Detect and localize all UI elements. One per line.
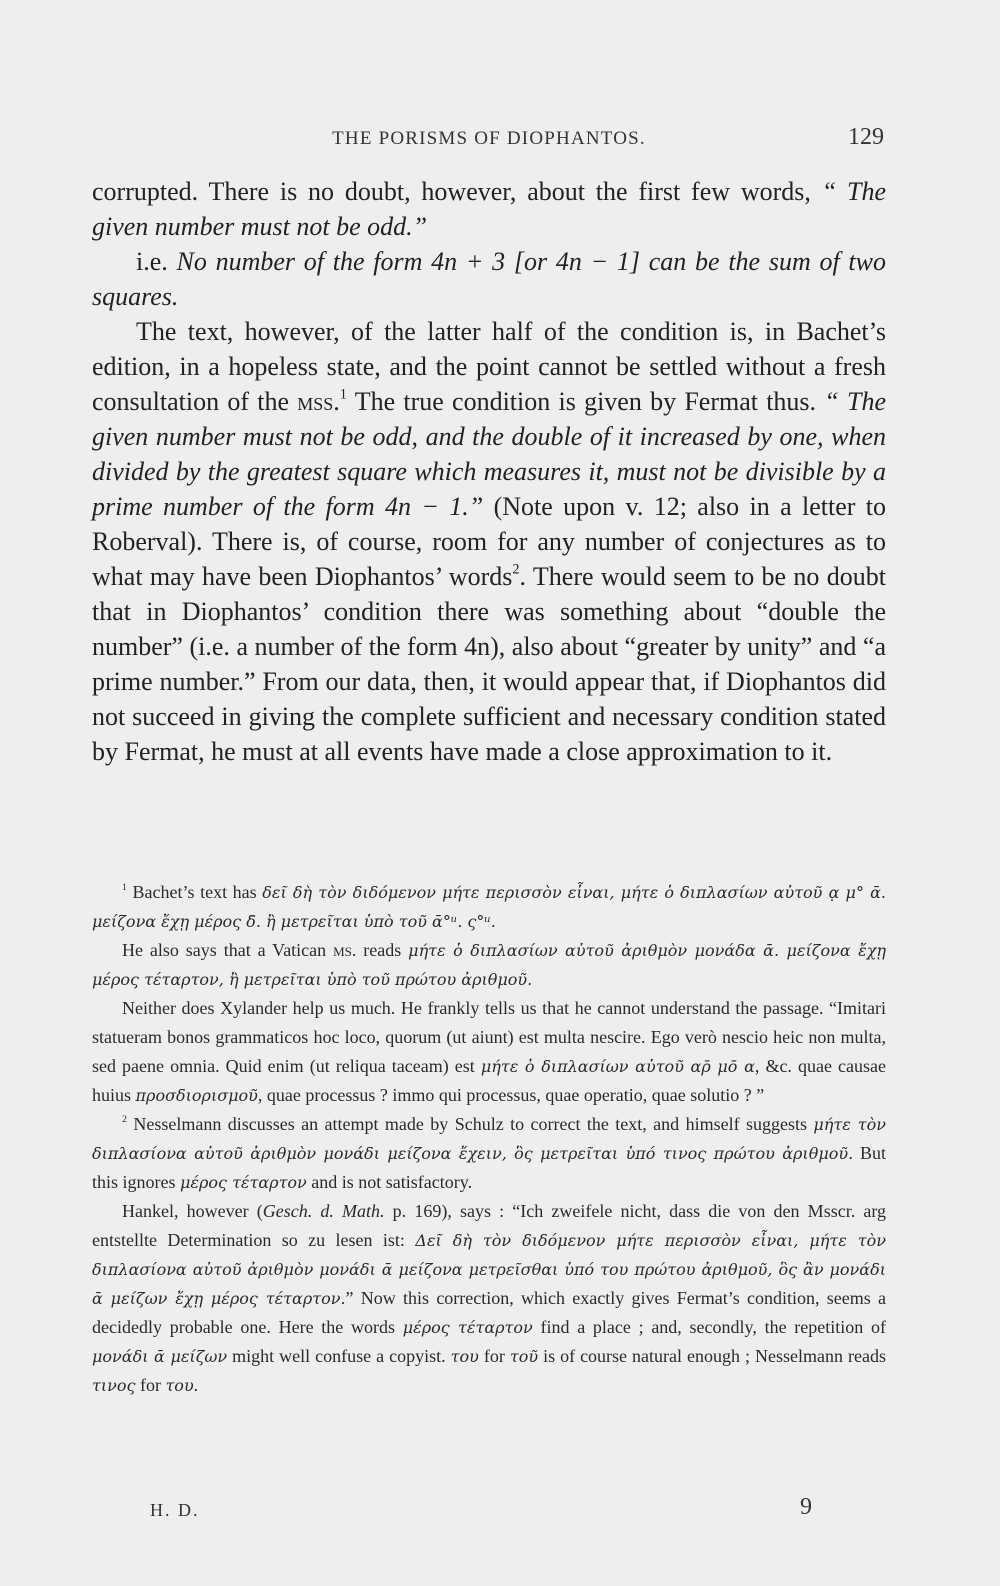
greek-text: του — [165, 1376, 194, 1395]
mss-abbrev: mss. — [297, 387, 340, 416]
greek-text: Δεῖ δὴ τὸν διδόμενον μήτε περισσὸν εἶναι, μήτε τὸν διπλασίονα αὐτοῦ ἀριθμὸν μονάδι ᾱ μείζονα μετρεῖσθαι ὑπό του πρώτου ἀριθμοῦ, ὃς ἂν μονάδι ᾱ μείζων ἔχῃ μέρος τέταρτον. — [92, 1231, 887, 1308]
footnotes — [92, 878, 886, 1400]
running-title: THE PORISMS OF DIOPHANTOS. — [332, 128, 646, 149]
text-run: and is not satisfactory. — [306, 1172, 473, 1192]
greek-text: δεῖ δὴ τὸν διδόμενον μήτε περισσὸν εἶναι, μήτε ὁ διπλασίων αὐτοῦ ᾳ μ° ᾱ. μείζονα ἔχῃ μέρος δ̄. ἢ μετρεῖται ὑπὸ τοῦ ᾱ°ᵘ. ς°ᵘ. — [92, 883, 887, 931]
text-run: Neither does Xylander help us much. He frankly tells us that he cannot understand the passage. “Imitari statueram bonos grammaticos hoc loco, quorum (ut aiunt) est multa nescire. Ego verò nescio heic non multa, sed paene omnia. Quid enim (ut reliqua taceam) est — [92, 998, 886, 1076]
text-run: ” Now this correction, which exactly gives Fermat’s condition, seems a decidedly probable one. Here the words — [92, 1288, 887, 1337]
text-run: might well confuse a copyist. — [227, 1346, 451, 1366]
printer-signature: H. D. — [150, 1500, 200, 1520]
page-number: 129 — [848, 124, 884, 150]
paragraph-3 — [92, 314, 886, 769]
greek-text: μήτε τὸν διπλασίονα αὐτοῦ ἀριθμὸν μονάδι μείζονα ἔχειν, ὃς μετρεῖται ὑπό τινος πρώτου ἀριθμοῦ. — [92, 1115, 886, 1163]
text-run: find a place ; and, secondly, the repetition of — [532, 1317, 886, 1337]
greek-text: μονάδι ᾱ μείζων — [92, 1347, 228, 1366]
text-run: , quae processus ? immo qui processus, quae operatio, quae solutio ? ” — [257, 1085, 765, 1105]
paragraph-2 — [92, 244, 886, 314]
running-head — [94, 124, 884, 158]
footnote-ref-2[interactable]: 2 — [512, 561, 520, 578]
text-run: The text, however, of the latter half of the condition is, in Bachet’s edition, in a hopeless state, and the point cannot be settled without a fresh consultation of the — [92, 317, 886, 416]
greek-text: τινος — [92, 1376, 136, 1395]
greek-text: προσδιορισμοῦ — [135, 1086, 258, 1105]
footnote-ref-1[interactable]: 1 — [339, 386, 347, 403]
text-run: Nesselmann discusses an attempt made by Schulz to correct the text, and himself suggests — [126, 1114, 814, 1134]
fermat-quote: “ The given number must not be odd, and the double of it increased by one, when divided by the greatest square which measures it, must not be divisible by a prime number of the form 4n − 1.” — [92, 387, 886, 521]
footnote-marker-2: 2 — [122, 1114, 127, 1126]
text-run: (Note upon v. 12; also in a letter to Roberval). There is, of course, room for any number of conjectures as to what may have been Diophantos’ words — [92, 492, 886, 591]
text-run: i.e. — [136, 247, 177, 276]
text-run: p. 169), says : “Ich zweifele nicht, dass die von den Msscr. arg entstellte Determination so zu lesen ist: — [92, 1201, 886, 1250]
text-run: , &c. quae causae huius — [92, 1056, 886, 1105]
text-run: Hankel, however ( — [122, 1201, 263, 1221]
text-run: is of course natural enough ; Nesselmann reads — [538, 1346, 886, 1366]
footnote-2-hankel — [92, 1197, 886, 1400]
text-run: for — [478, 1346, 510, 1366]
greek-text: τοῦ — [509, 1347, 539, 1366]
greek-text: μήτε ὁ διπλασίων αὐτοῦ αρ̄ μο̄ α — [480, 1057, 755, 1076]
text-run: But this ignores — [92, 1143, 886, 1192]
ms-abbrev: ms. — [333, 940, 357, 960]
text-run: He also says that a Vatican — [122, 940, 334, 960]
sheet-number: 9 — [800, 1494, 812, 1520]
text-run: . There would seem to be no doubt that in Diophantos’ condition there was something about “double the number” (i.e. a number of the form 4n), also about “greater by unity” and “a prime number.” From our data, then, it would appear that, if Diophantos did not succeed in giving the complete sufficient and necessary condition stated by Fermat, he must at all events have made a close approximation to it. — [92, 562, 886, 766]
italic-statement: No number of the form 4n + 3 [or 4n − 1] can be the sum of two squares. — [92, 247, 887, 311]
footnote-2 — [92, 1110, 886, 1197]
italic-quote: “ The given number must not be odd.” — [92, 177, 886, 241]
main-text — [92, 174, 886, 769]
greek-text: του — [450, 1347, 479, 1366]
text-run: reads — [356, 940, 409, 960]
reference-title: Gesch. d. Math. — [262, 1201, 385, 1221]
footnote-1-cont — [92, 936, 886, 994]
greek-text: μέρος τέταρτον — [402, 1318, 533, 1337]
text-run: . — [193, 1375, 199, 1395]
text-run: for — [135, 1375, 166, 1395]
paragraph-1 — [92, 174, 886, 244]
greek-text: μέρος τέταρτον — [180, 1173, 307, 1192]
text-run: corrupted. There is no doubt, however, about the first few words, — [92, 177, 822, 206]
footnote-1 — [92, 878, 886, 936]
text-run: The true condition is given by Fermat thus. — [346, 387, 825, 416]
footnote-1-xylander — [92, 994, 886, 1110]
footnote-marker-1: 1 — [122, 882, 127, 894]
text-run: Bachet’s text has — [126, 882, 263, 902]
greek-text: μήτε ὁ διπλασίων αὐτοῦ ἀριθμὸν μονάδα ᾱ. μείζονα ἔχῃ μέρος τέταρτον, ἢ μετρεῖται ὑπὸ τοῦ πρώτου ἀριθμοῦ. — [92, 941, 886, 989]
